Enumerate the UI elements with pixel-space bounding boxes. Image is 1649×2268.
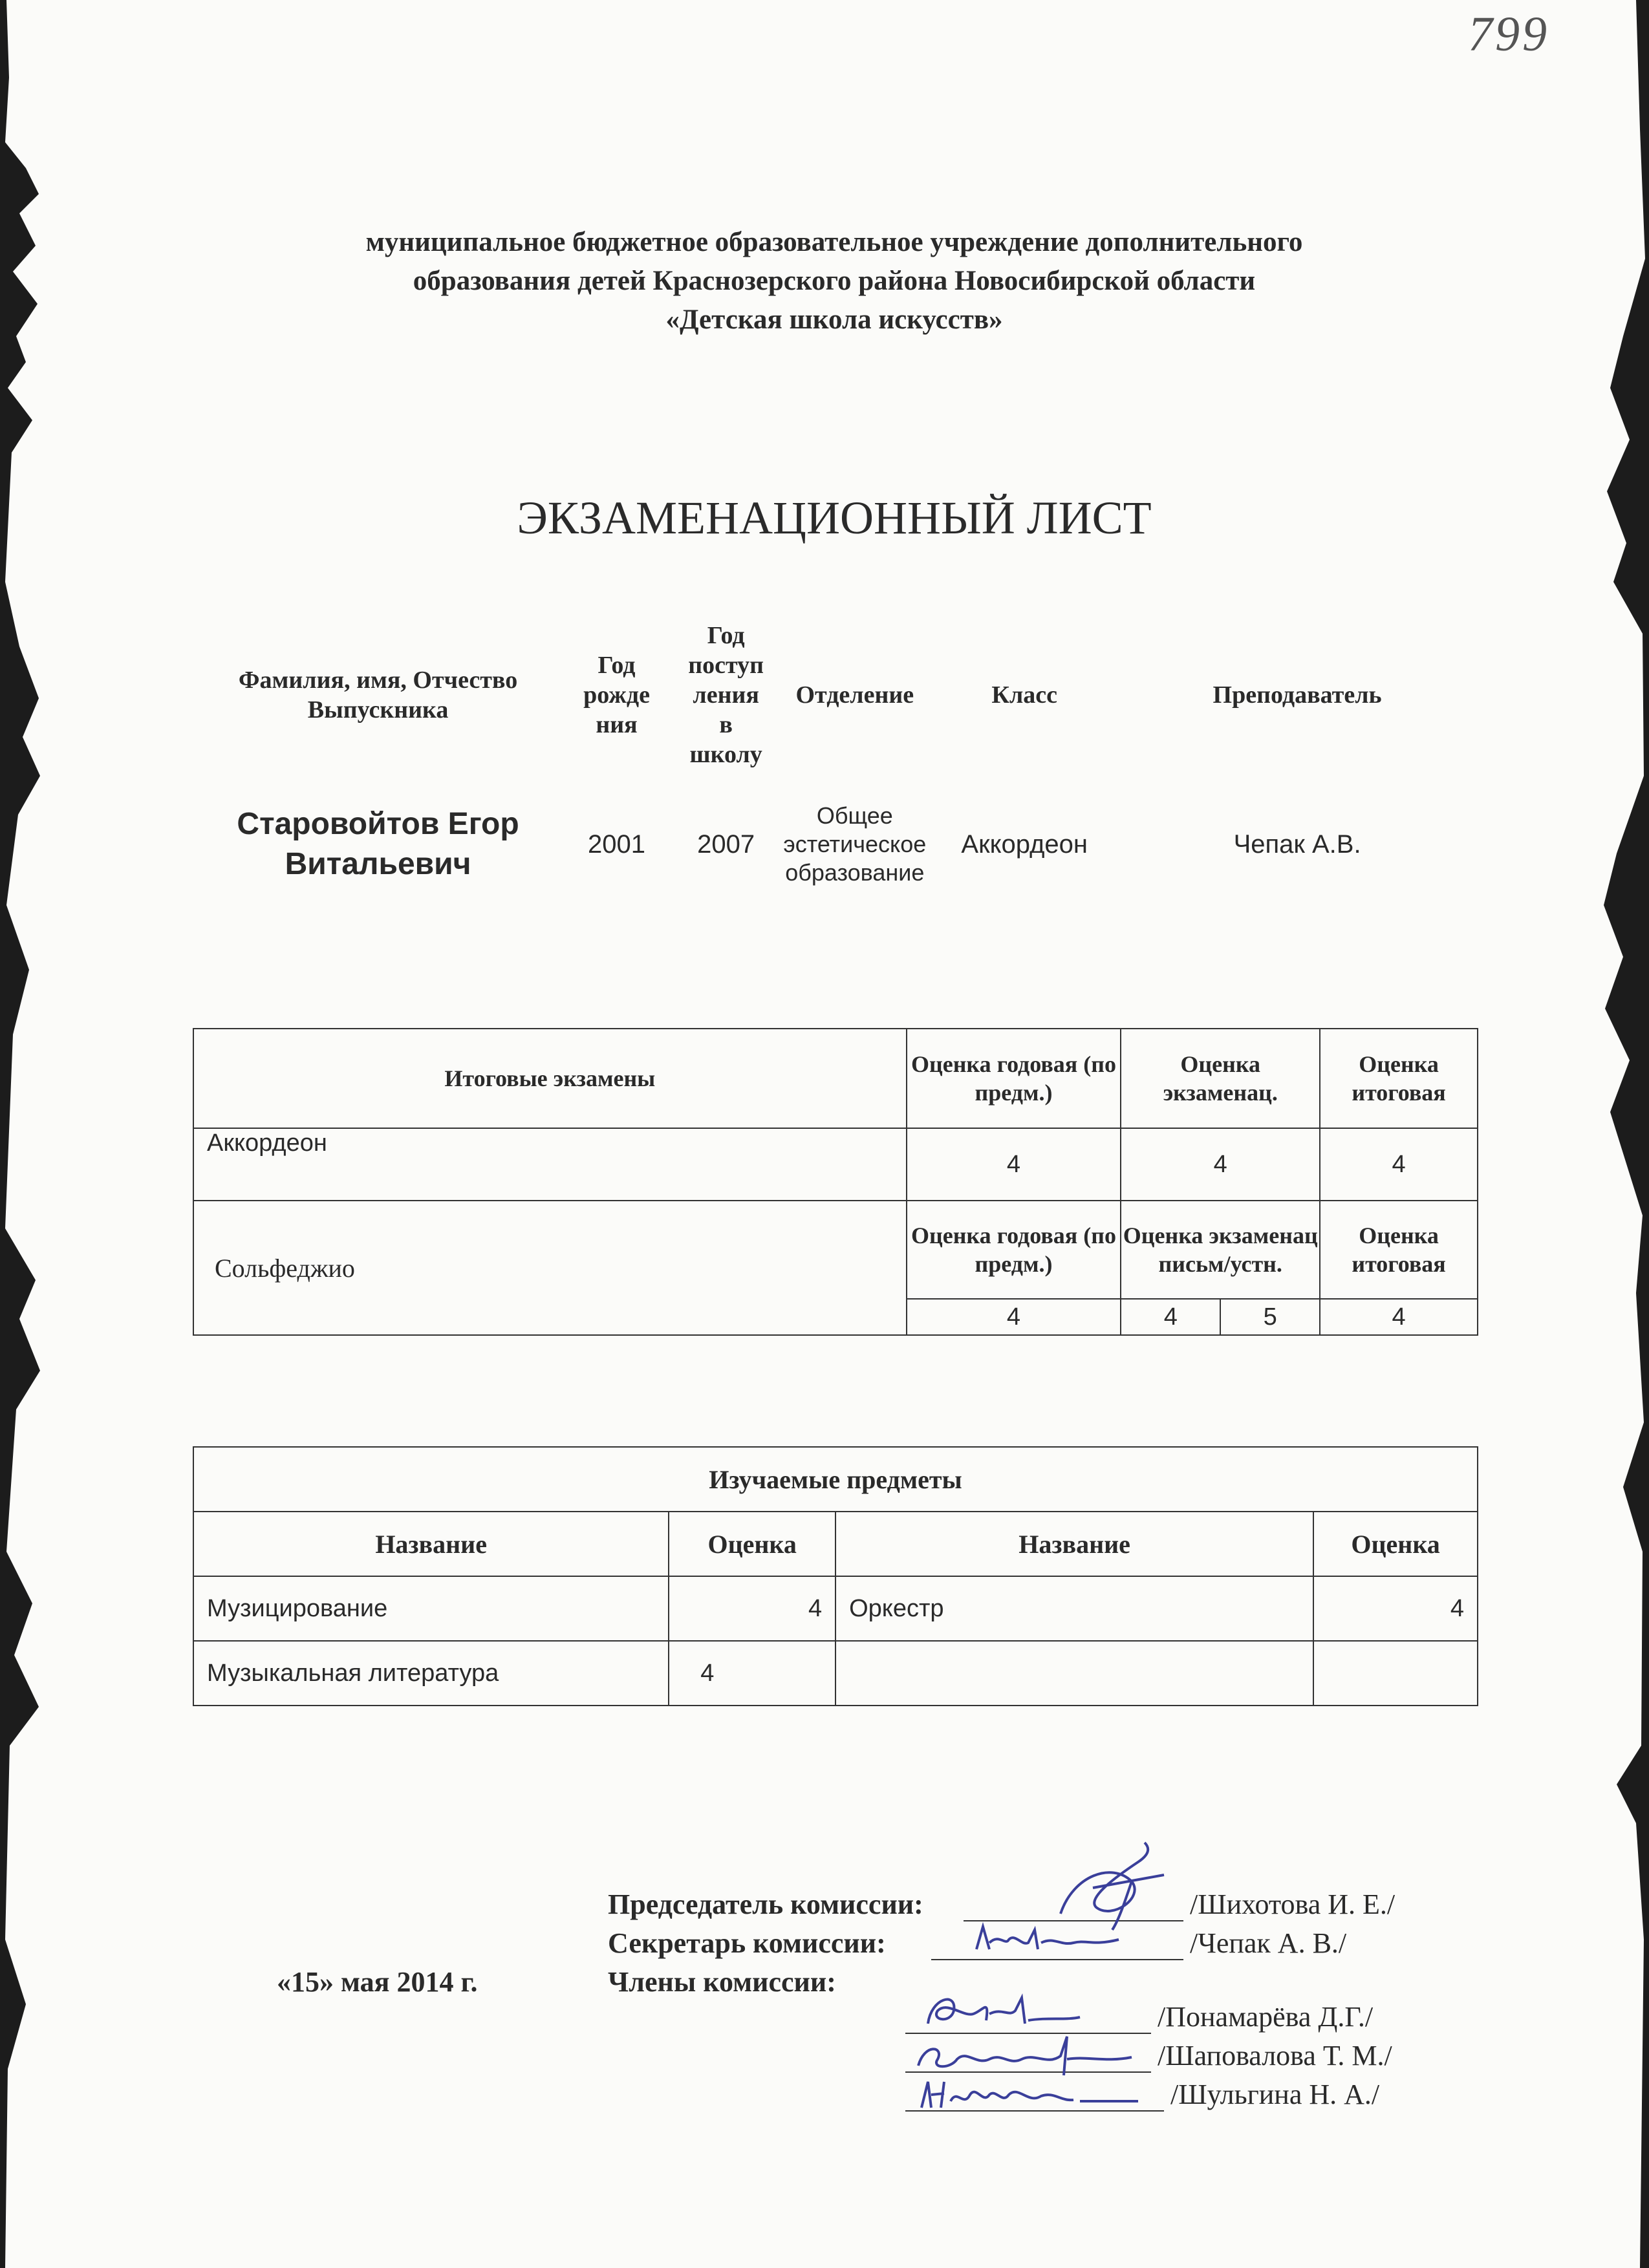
organization-line-2: образования детей Краснозерского района Новосибирской области bbox=[413, 266, 1256, 296]
header-class: Класс bbox=[991, 681, 1057, 709]
info-header-row bbox=[194, 621, 1474, 769]
department: Общее эстетическое образование bbox=[783, 802, 927, 886]
secretary-name: /Чепак А. В./ bbox=[1190, 1927, 1347, 1959]
document-title: ЭКЗАМЕНАЦИОННЫЙ ЛИСТ bbox=[517, 492, 1152, 544]
exams-title: Итоговые экзамены bbox=[193, 1029, 907, 1128]
exam-subject-solfeggio: Сольфеджио bbox=[193, 1201, 907, 1335]
exam-subject-accordion: Аккордеон bbox=[193, 1128, 907, 1201]
members-label: Члены комиссии: bbox=[608, 1966, 836, 1998]
table-row bbox=[193, 1641, 1478, 1706]
chairman-label: Председатель комиссии: bbox=[608, 1888, 923, 1920]
subject-grade bbox=[1313, 1641, 1478, 1706]
member-name-3: /Шульгина Н. А./ bbox=[1170, 2079, 1380, 2110]
admission-year: 2007 bbox=[697, 830, 755, 859]
organization-header bbox=[194, 223, 1474, 339]
header-teacher: Преподаватель bbox=[1212, 681, 1382, 709]
subject-grade: 4 bbox=[669, 1641, 835, 1706]
subjects-title: Изучаемые предметы bbox=[193, 1447, 1478, 1512]
header-birth-year: Год рожде ния bbox=[583, 652, 650, 738]
exams-header-row bbox=[193, 1029, 1478, 1128]
solfeggio-header-annual: Оценка годовая (по предм.) bbox=[907, 1201, 1121, 1299]
subjects-col-grade-1: Оценка bbox=[669, 1512, 835, 1576]
exams-header-exam: Оценка экзаменац. bbox=[1121, 1029, 1320, 1128]
organization-line-3: «Детская школа искусств» bbox=[665, 305, 1003, 335]
exam-row-solfeggio-header bbox=[193, 1201, 1478, 1299]
subject-name bbox=[835, 1641, 1313, 1706]
studied-subjects-table bbox=[193, 1446, 1478, 1706]
header-admission-year: Год поступ ления в школу bbox=[688, 622, 764, 768]
accordion-annual-grade: 4 bbox=[907, 1128, 1121, 1201]
subject-name: Музыкальная литература bbox=[193, 1641, 669, 1706]
info-data-row bbox=[194, 769, 1474, 892]
table-row bbox=[193, 1576, 1478, 1641]
graduate-info-table bbox=[194, 621, 1474, 892]
scan-edge-left bbox=[0, 0, 45, 2268]
subjects-col-name-1: Название bbox=[193, 1512, 669, 1576]
subject-name: Оркестр bbox=[835, 1576, 1313, 1641]
organization-line-1: муниципальное бюджетное образовательное учреждение дополнительного bbox=[365, 227, 1303, 257]
page-number: 799 bbox=[1468, 7, 1549, 61]
date: «15» мая 2014 г. bbox=[277, 1966, 478, 1998]
teacher: Чепак А.В. bbox=[1233, 830, 1361, 859]
subjects-title-row bbox=[193, 1447, 1478, 1512]
solfeggio-header-exam: Оценка экзаменац письм/устн. bbox=[1121, 1201, 1320, 1299]
header-department: Отделение bbox=[795, 681, 914, 709]
member-handwritten-signature-3 bbox=[905, 2069, 1151, 2121]
member-handwritten-signature-1 bbox=[918, 1985, 1086, 2037]
solfeggio-header-final: Оценка итоговая bbox=[1320, 1201, 1478, 1299]
subjects-col-grade-2: Оценка bbox=[1313, 1512, 1478, 1576]
subject-name: Музицирование bbox=[193, 1576, 669, 1641]
header-name: Фамилия, имя, Отчество Выпускника bbox=[238, 667, 518, 723]
final-exams-table bbox=[193, 1028, 1478, 1336]
chairman-name: /Шихотова И. Е./ bbox=[1190, 1888, 1396, 1920]
class: Аккордеон bbox=[961, 830, 1088, 859]
accordion-final-grade: 4 bbox=[1320, 1128, 1478, 1201]
subject-grade: 4 bbox=[669, 1576, 835, 1641]
secretary-label: Секретарь комиссии: bbox=[608, 1927, 886, 1959]
scan-edge-right bbox=[1597, 0, 1649, 2268]
subjects-col-name-2: Название bbox=[835, 1512, 1313, 1576]
exams-header-final: Оценка итоговая bbox=[1320, 1029, 1478, 1128]
birth-year: 2001 bbox=[588, 830, 646, 859]
graduate-name: Старовойтов Егор Витальевич bbox=[237, 807, 519, 881]
solfeggio-exam-oral-grade: 5 bbox=[1220, 1299, 1320, 1335]
subject-grade: 4 bbox=[1313, 1576, 1478, 1641]
exams-header-annual: Оценка годовая (по предм.) bbox=[907, 1029, 1121, 1128]
solfeggio-final-grade: 4 bbox=[1320, 1299, 1478, 1335]
exam-row-accordion bbox=[193, 1128, 1478, 1201]
solfeggio-annual-grade: 4 bbox=[907, 1299, 1121, 1335]
secretary-handwritten-signature bbox=[970, 1917, 1125, 1962]
member-name-2: /Шаповалова Т. М./ bbox=[1158, 2040, 1392, 2071]
solfeggio-exam-written-grade: 4 bbox=[1121, 1299, 1220, 1335]
accordion-exam-grade: 4 bbox=[1121, 1128, 1320, 1201]
member-name-1: /Понамарёва Д.Г./ bbox=[1158, 2001, 1374, 2033]
subjects-header-row bbox=[193, 1512, 1478, 1576]
